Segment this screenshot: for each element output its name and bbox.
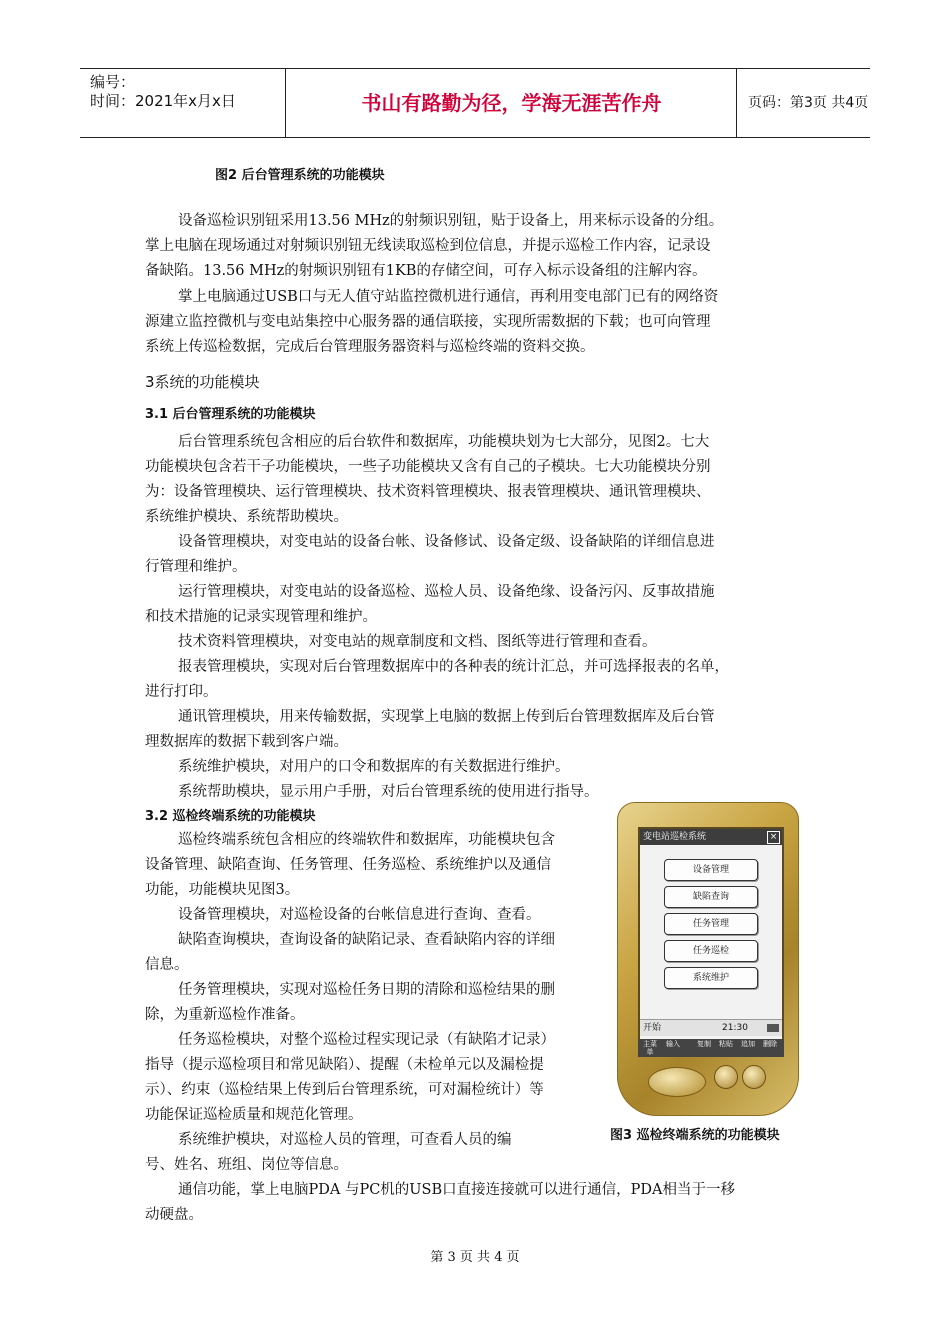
- paragraph-line: 进行打印。: [145, 684, 218, 700]
- subsection-heading: 3.2 巡检终端系统的功能模块: [145, 809, 316, 824]
- paragraph-line: 系统维护模块、系统帮助模块。: [145, 509, 348, 525]
- section-heading: 3系统的功能模块: [145, 373, 260, 391]
- paragraph-line: 通信功能，掌上电脑PDA 与PC机的USB口直接连接就可以进行通信，PDA相当于一移: [178, 1182, 735, 1198]
- header-page-number: 页码：第3页 共4页: [748, 95, 869, 111]
- paragraph-line: 设备管理模块，对变电站的设备台帐、设备修试、设备定级、设备缺陷的详细信息进: [178, 534, 715, 550]
- header-motto: 书山有路勤为径，学海无涯苦作舟: [287, 69, 737, 137]
- paragraph-line: 和技术措施的记录实现管理和维护。: [145, 609, 377, 625]
- paragraph-line: 任务管理模块，实现对巡检任务日期的清除和巡检结果的删: [178, 982, 555, 998]
- paragraph-line: 报表管理模块，实现对后台管理数据库中的各种表的统计汇总，并可选择报表的名单，: [178, 659, 729, 675]
- paragraph-line: 巡检终端系统包含相应的终端软件和数据库，功能模块包含: [178, 832, 555, 848]
- paragraph-line: 源建立监控微机与变电站集控中心服务器的通信联接，实现所需数据的下载；也可向管理: [145, 314, 711, 330]
- keyboard-icon[interactable]: [767, 1024, 779, 1032]
- device-management-button[interactable]: 设备管理: [664, 859, 758, 881]
- paragraph-line: 系统维护模块，对巡检人员的管理，可查看人员的编: [178, 1132, 512, 1148]
- start-button[interactable]: 开始: [643, 1023, 662, 1033]
- paragraph-line: 备缺陷。13.56 MHz的射频识别钮有1KB的存储空间，可存入标示设备组的注解内容。: [145, 263, 707, 279]
- paragraph-line: 功能保证巡检质量和规范化管理。: [145, 1107, 363, 1123]
- task-management-button[interactable]: 任务管理: [664, 913, 758, 935]
- paragraph-line: 缺陷查询模块，查询设备的缺陷记录、查看缺陷内容的详细: [178, 932, 555, 948]
- paragraph-line: 系统上传巡检数据，完成后台管理服务器资料与巡检终端的资料交换。: [145, 339, 595, 355]
- pda-device-image: [617, 802, 799, 1116]
- paragraph-line: 除，为重新巡检作准备。: [145, 1007, 305, 1023]
- paragraph-line: 设备巡检识别钮采用13.56 MHz的射频识别钮，贴于设备上，用来标示设备的分组。: [178, 213, 724, 229]
- paragraph-line: 设备管理、缺陷查询、任务管理、任务巡检、系统维护以及通信: [145, 857, 551, 873]
- system-maintenance-button[interactable]: 系统维护: [664, 967, 758, 989]
- clock-text: 21:30: [722, 1023, 748, 1033]
- cmd-copy[interactable]: 复制: [697, 1040, 711, 1048]
- pda-screen: [638, 827, 784, 1041]
- paragraph-line: 功能模块包含若干子功能模块，一些子功能模块又含有自己的子模块。七大功能模块分别: [145, 459, 711, 475]
- paragraph-line: 后台管理系统包含相应的后台软件和数据库，功能模块划为七大部分，见图2。七大: [178, 434, 710, 450]
- paragraph-line: 指导（提示巡检项目和常见缺陷）、提醒（未检单元以及漏检提: [145, 1057, 544, 1073]
- paragraph-line: 号、姓名、班组、岗位等信息。: [145, 1157, 348, 1173]
- hardware-button-icon: [714, 1065, 738, 1089]
- paragraph-line: 功能，功能模块见图3。: [145, 882, 300, 898]
- doc-date-label: 时间：2021年x月x日: [90, 92, 236, 110]
- paragraph-line: 技术资料管理模块，对变电站的规章制度和文档、图纸等进行管理和查看。: [178, 634, 657, 650]
- dpad-icon: [648, 1067, 706, 1097]
- paragraph-line: 任务巡检模块，对整个巡检过程实现记录（有缺陷才记录）: [178, 1032, 555, 1048]
- hardware-button-icon: [742, 1065, 766, 1089]
- paragraph-line: 系统帮助模块，显示用户手册，对后台管理系统的使用进行指导。: [178, 784, 599, 800]
- page-footer: 第 3 页 共 4 页: [430, 1250, 520, 1265]
- task-inspection-button[interactable]: 任务巡检: [664, 940, 758, 962]
- paragraph-line: 动硬盘。: [145, 1207, 203, 1223]
- page-header: [80, 68, 870, 138]
- close-icon[interactable]: ×: [767, 831, 780, 844]
- cmd-append[interactable]: 追加: [741, 1040, 755, 1048]
- subsection-heading: 3.1 后台管理系统的功能模块: [145, 407, 316, 422]
- figure3-caption: 图3 巡检终端系统的功能模块: [610, 1128, 780, 1143]
- pda-command-bar: [638, 1039, 784, 1057]
- paragraph-line: 通讯管理模块，用来传输数据，实现掌上电脑的数据上传到后台管理数据库及后台管: [178, 709, 715, 725]
- doc-number-label: 编号：: [90, 73, 136, 91]
- paragraph-line: 系统维护模块，对用户的口令和数据库的有关数据进行维护。: [178, 759, 570, 775]
- paragraph-line: 理数据库的数据下载到客户端。: [145, 734, 348, 750]
- paragraph-line: 掌上电脑通过USB口与无人值守站监控微机进行通信，再利用变电部门已有的网络资: [178, 289, 719, 305]
- pda-window-title: [640, 829, 782, 845]
- pda-taskbar: [640, 1019, 782, 1036]
- paragraph-line: 为：设备管理模块、运行管理模块、技术资料管理模块、报表管理模块、通讯管理模块、: [145, 484, 711, 500]
- paragraph-line: 设备管理模块，对巡检设备的台帐信息进行查询、查看。: [178, 907, 541, 923]
- paragraph-line: 行管理和维护。: [145, 559, 247, 575]
- figure2-caption: 图2 后台管理系统的功能模块: [215, 168, 385, 183]
- cmd-main-menu[interactable]: 主菜单: [643, 1040, 657, 1056]
- paragraph-line: 信息。: [145, 957, 189, 973]
- cmd-delete[interactable]: 删除: [763, 1040, 777, 1048]
- paragraph-line: 运行管理模块，对变电站的设备巡检、巡检人员、设备绝缘、设备污闪、反事故措施: [178, 584, 715, 600]
- pda-title-text: 变电站巡检系统: [643, 832, 707, 842]
- cmd-paste[interactable]: 粘贴: [719, 1040, 733, 1048]
- header-meta: [80, 69, 286, 137]
- paragraph-line: 示）、约束（巡检结果上传到后台管理系统，可对漏检统计）等: [145, 1082, 544, 1098]
- cmd-input[interactable]: 输入: [666, 1040, 680, 1048]
- defect-query-button[interactable]: 缺陷查询: [664, 886, 758, 908]
- paragraph-line: 掌上电脑在现场通过对射频识别钮无线读取巡检到位信息，并提示巡检工作内容，记录设: [145, 238, 711, 254]
